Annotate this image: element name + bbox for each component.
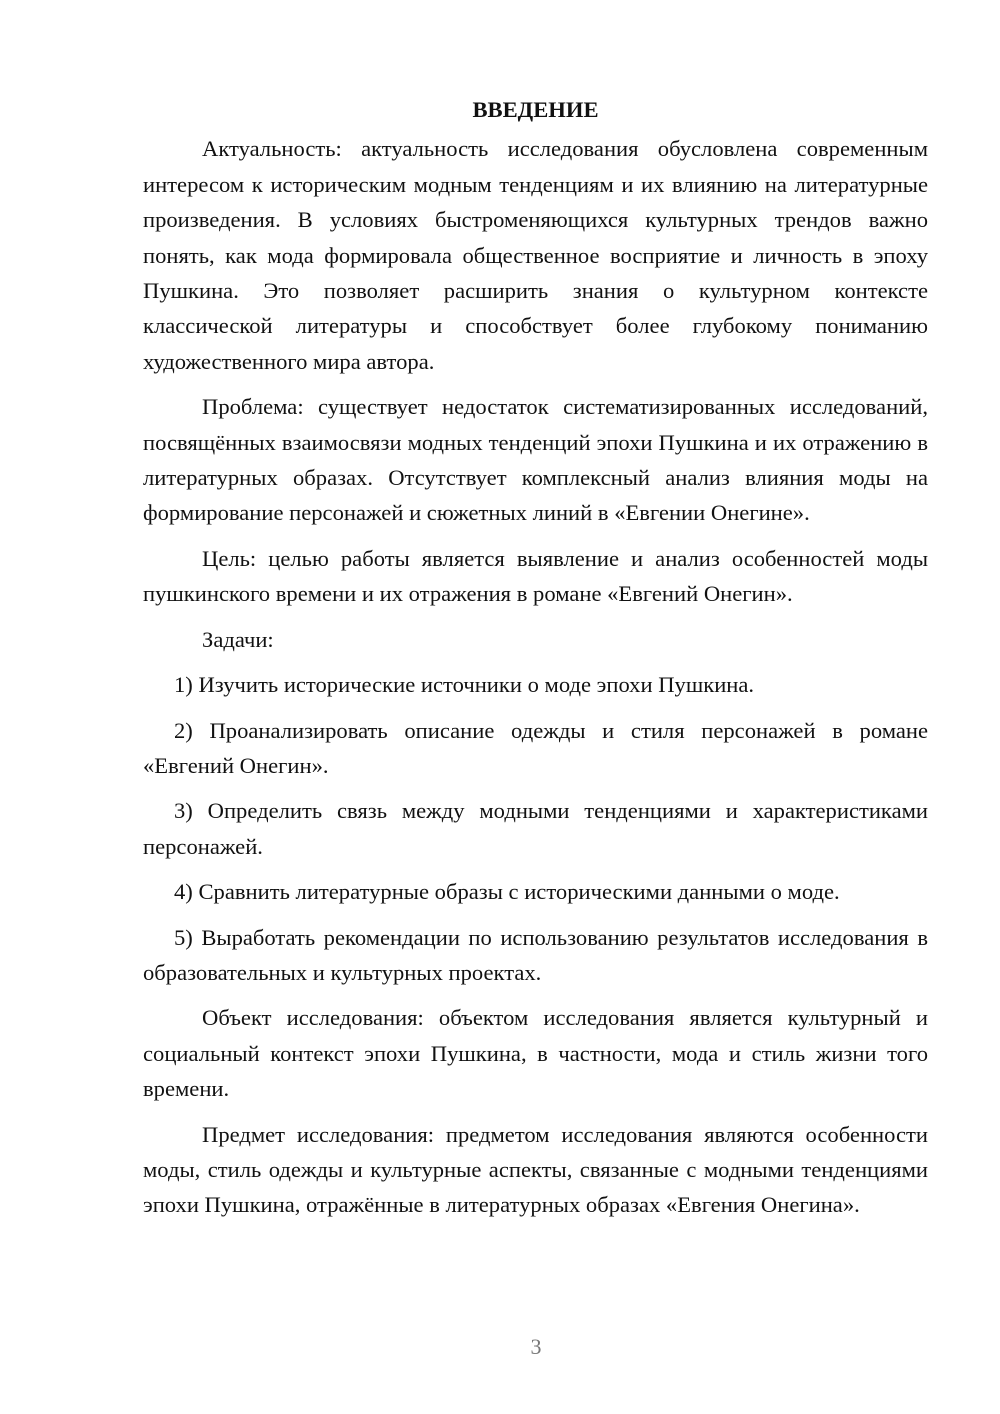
task-item-1: 1) Изучить исторические источники о моде эпохи Пушкина. xyxy=(174,672,755,698)
task-item-3: 3) Определить связь между модными тенденциями и характеристиками персонажей. xyxy=(143,798,928,859)
document-body xyxy=(143,92,928,1233)
task-item-2: 2) Проанализировать описание одежды и стиля персонажей в романе «Евгений Онегин». xyxy=(143,717,928,778)
goal-paragraph: Цель: целью работы является выявление и анализ особенностей моды пушкинского времени и их отражения в романе «Евгений Онегин». xyxy=(143,545,928,607)
section-heading: ВВЕДЕНИЕ xyxy=(472,97,599,122)
task-item-4: 4) Сравнить литературные образы с историческими данными о моде. xyxy=(174,879,840,905)
object-paragraph: Объект исследования: объектом исследования является культурный и социальный контекст эпохи Пушкина, в частности, мода и стиль жизни того времени. xyxy=(143,1005,928,1102)
task-item-5: 5) Выработать рекомендации по использованию результатов исследования в образовательных и культурных проектах. xyxy=(143,924,928,985)
page-number: 3 xyxy=(530,1334,542,1359)
relevance-paragraph: Актуальность: актуальность исследования обусловлена современным интересом к историческим модным тенденциям и их влиянию на литературные произведения. В условиях быстроменяющихся культурных трендов важно понять, как мода формировала общественное восприятие и личность в эпоху Пушкина. Это позволяет расширить знания о культурном контексте классической литературы и способствует более глубокому пониманию художественного мира автора. xyxy=(143,136,928,374)
problem-paragraph: Проблема: существует недостаток систематизированных исследований, посвящённых взаимосвязи модных тенденций эпохи Пушкина и их отражению в литературных образах. Отсутствует комплексный анализ влияния моды на формирование персонажей и сюжетных линий в «Евгении Онегине». xyxy=(143,394,928,526)
tasks-heading: Задачи: xyxy=(202,626,274,652)
subject-paragraph: Предмет исследования: предметом исследования являются особенности моды, стиль одежды и культурные аспекты, связанные с модными тенденциями эпохи Пушкина, отражённые в литературных образах «Евгения Онегина». xyxy=(143,1121,928,1218)
